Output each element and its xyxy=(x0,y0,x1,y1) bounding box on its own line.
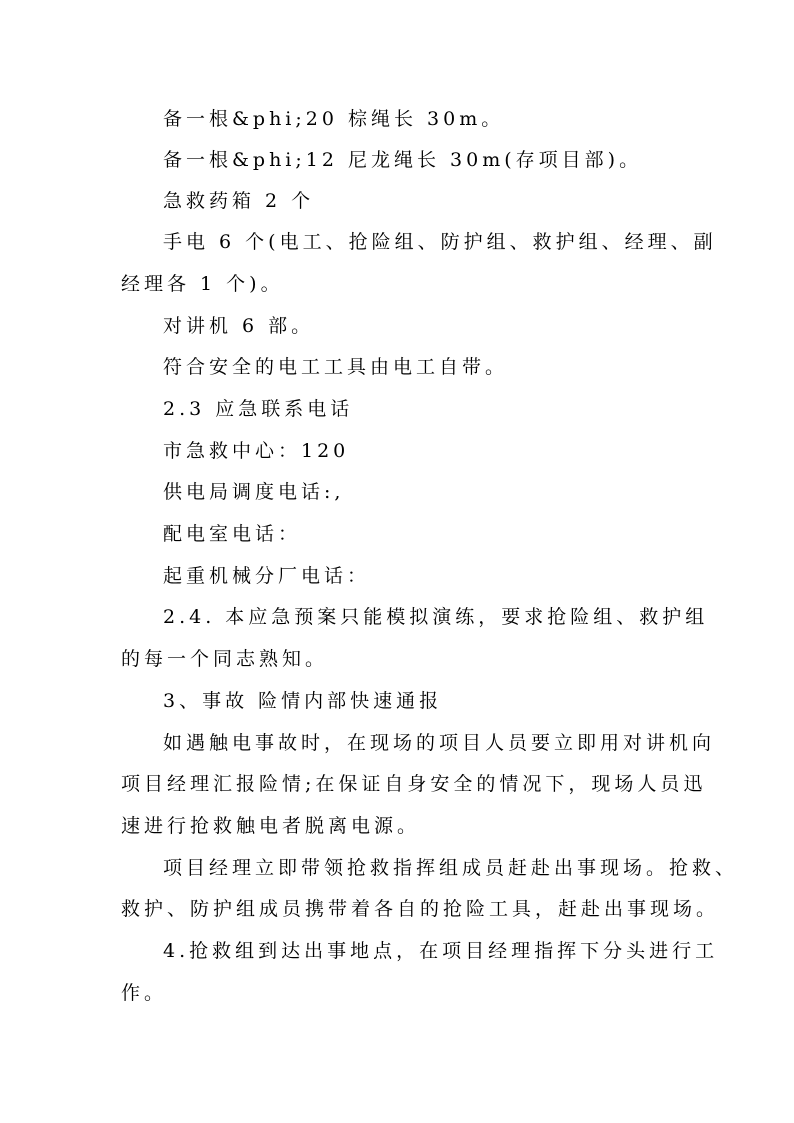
text-line: 急救药箱 2 个 xyxy=(163,190,315,212)
text-line: 项目经理汇报险情;在保证自身安全的情况下，现场人员迅 xyxy=(121,773,707,795)
section-heading: 2.3 应急联系电话 xyxy=(163,398,354,420)
text-line: 如遇触电事故时，在现场的项目人员要立即用对讲机向 xyxy=(163,732,716,754)
text-line: 手电 6 个(电工、抢险组、防护组、救护组、经理、副 xyxy=(163,231,717,253)
section-heading: 3、事故 险情内部快速通报 xyxy=(163,690,443,712)
text-line: 项目经理立即带领抢救指挥组成员赶赴出事现场。抢救、 xyxy=(163,857,739,879)
text-line: 救护、防护组成员携带着各自的抢险工具，赶赴出事现场。 xyxy=(121,898,720,920)
text-line: 经理各 1 个)。 xyxy=(121,273,284,295)
text-line: 速进行抢救触电者脱离电源。 xyxy=(121,815,421,837)
text-line: 备一根&phi;20 棕绳长 30m。 xyxy=(163,108,505,130)
text-line: 供电局调度电话:, xyxy=(163,481,345,503)
text-line: 配电室电话： xyxy=(163,523,302,545)
text-line: 市急救中心：120 xyxy=(163,440,350,462)
text-line: 2.4. 本应急预案只能模拟演练，要求抢险组、救护组 xyxy=(163,606,709,628)
text-line: 对讲机 6 部。 xyxy=(163,315,315,337)
text-line: 作。 xyxy=(121,982,168,1004)
text-line: 的每一个同志熟知。 xyxy=(121,648,329,670)
text-line: 符合安全的电工工具由电工自带。 xyxy=(163,356,509,378)
text-line: 4.抢救组到达出事地点，在项目经理指挥下分头进行工 xyxy=(163,940,719,962)
text-line: 备一根&phi;12 尼龙绳长 30m(存项目部)。 xyxy=(163,149,643,171)
text-line: 起重机械分厂电话： xyxy=(163,565,371,587)
